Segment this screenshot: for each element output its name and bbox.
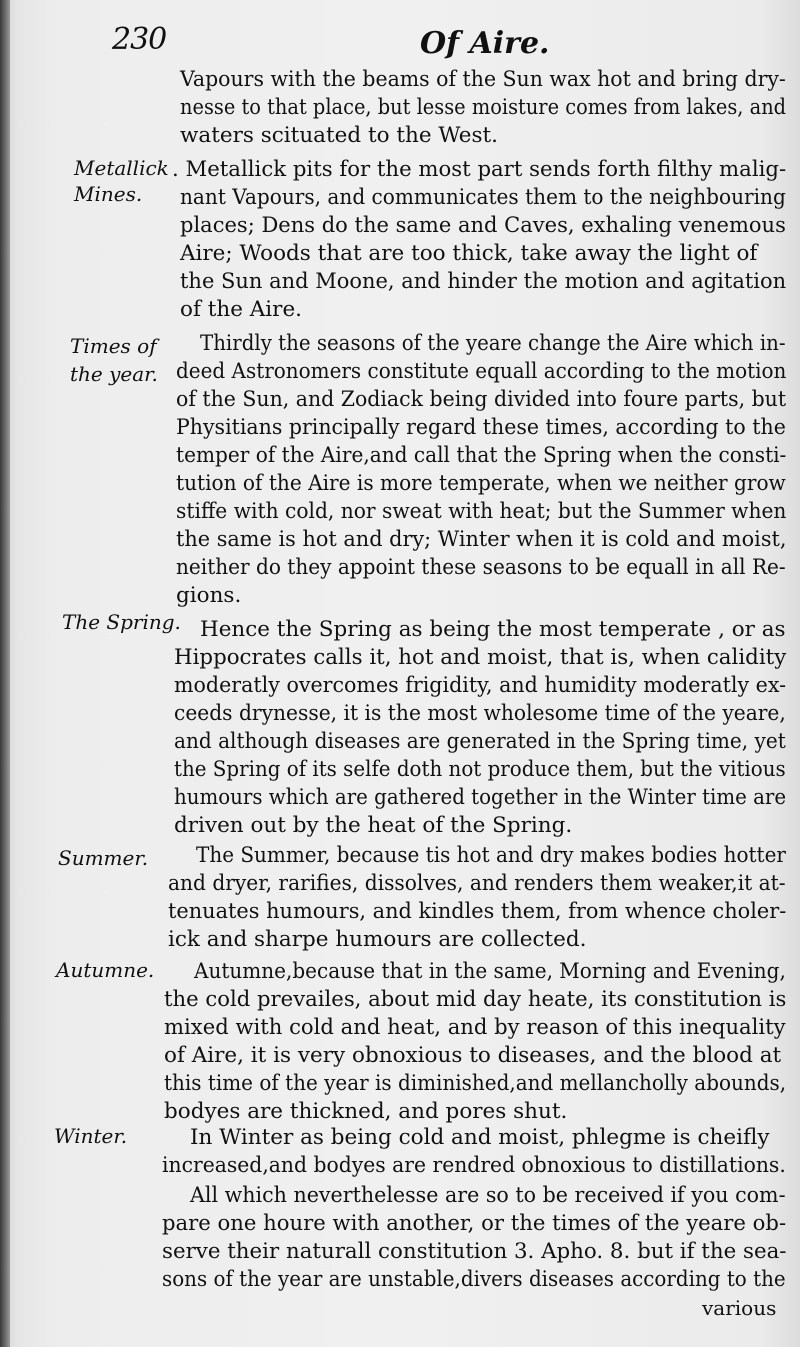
text-line: Hippocrates calls it, hot and moist, that is, when calidity [174,645,787,670]
text-line: gions. [176,583,242,608]
text-line: and although diseases are generated in the Spring time, yet [174,729,786,754]
text-line: ceeds drynesse, it is the most wholesome time of the yeare, [174,701,786,726]
margin-note-autumne: Autumne. [56,958,155,982]
text-line: Aire; Woods that are too thick, take away the light of [180,241,758,266]
text-line: increased,and bodyes are rendred obnoxious to distillations. [162,1153,786,1178]
text-line: Autumne,because that in the same, Morning and Evening, [194,959,786,984]
text-line: nant Vapours, and communicates them to the neighbouring [180,185,786,210]
text-line: stiffe with cold, nor sweat with heat; but the Summer when [176,499,787,524]
text-line: humours which are gathered together in the Winter time are [174,785,787,810]
text-line: the Spring of its selfe doth not produce them, but the vitious [174,757,786,782]
text-line: Vapours with the beams of the Sun wax hot and bring dry- [180,67,786,92]
text-line: In Winter as being cold and moist, phlegme is cheifly [190,1125,770,1150]
text-line: Hence the Spring as being the most temperate , or as [200,617,786,642]
text-line: driven out by the heat of the Spring. [174,813,573,838]
text-line: the Sun and Moone, and hinder the motion and agitation [180,269,787,294]
text-line: the cold prevailes, about mid day heate, its constitution is [164,987,787,1012]
text-line: serve their naturall constitution 3. Apho. 8. but if the sea- [162,1239,787,1264]
text-line: moderatly overcomes frigidity, and humidity moderatly ex- [174,673,787,698]
text-line: deed Astronomers constitute equall according to the motion [176,359,787,384]
margin-note-metallick: Metallick [74,156,169,180]
text-line: bodyes are thickned, and pores shut. [164,1099,568,1124]
margin-note-winter: Winter. [54,1124,128,1148]
running-head: Of Aire. [420,26,550,61]
margin-note-mines: Mines. [74,182,143,206]
text-line: pare one houre with another, or the times of the yeare ob- [162,1211,787,1236]
text-line: The Summer, because tis hot and dry makes bodies hotter [196,843,786,868]
text-line: mixed with cold and heat, and by reason of this inequality [164,1015,786,1040]
text-line: neither do they appoint these seasons to be equall in all Re- [176,555,786,580]
margin-note-the-spring: The Spring. [62,610,181,634]
text-line: waters scituated to the West. [180,123,498,148]
text-line: this time of the year is diminished,and mellancholly abounds, [164,1071,787,1096]
page-number: 230 [112,22,167,57]
text-line: tution of the Aire is more temperate, when we neither grow [176,471,786,496]
text-line: . Metallick pits for the most part sends forth filthy malig- [172,157,787,182]
text-line: the same is hot and dry; Winter when it is cold and moist, [176,527,787,552]
text-line: nesse to that place, but lesse moisture comes from lakes, and [180,95,787,120]
text-line: of the Aire. [180,297,303,322]
text-line: and dryer, rarifies, dissolves, and renders them weaker,it at- [168,871,786,896]
page-gutter-shadow [0,0,10,1347]
text-line: Thirdly the seasons of the yeare change the Aire which in- [200,331,786,356]
text-line: of the Sun, and Zodiack being divided into foure parts, but [176,387,787,412]
text-line: Physitians principally regard these times, according to the [176,415,786,440]
text-line: temper of the Aire,and call that the Spring when the consti- [176,443,787,468]
margin-note-the-year: the year. [70,362,158,386]
margin-note-summer: Summer. [58,846,149,870]
text-line: places; Dens do the same and Caves, exhaling venemous [180,213,786,238]
text-line: sons of the year are unstable,divers diseases according to the [162,1267,786,1292]
catchword: various [702,1296,777,1320]
text-line: tenuates humours, and kindles them, from whence choler- [168,899,787,924]
margin-note-times-of: Times of [70,334,157,358]
text-line: of Aire, it is very obnoxious to diseases, and the blood at [164,1043,782,1068]
text-line: All which neverthelesse are so to be received if you com- [190,1183,786,1208]
text-line: ick and sharpe humours are collected. [168,927,587,952]
